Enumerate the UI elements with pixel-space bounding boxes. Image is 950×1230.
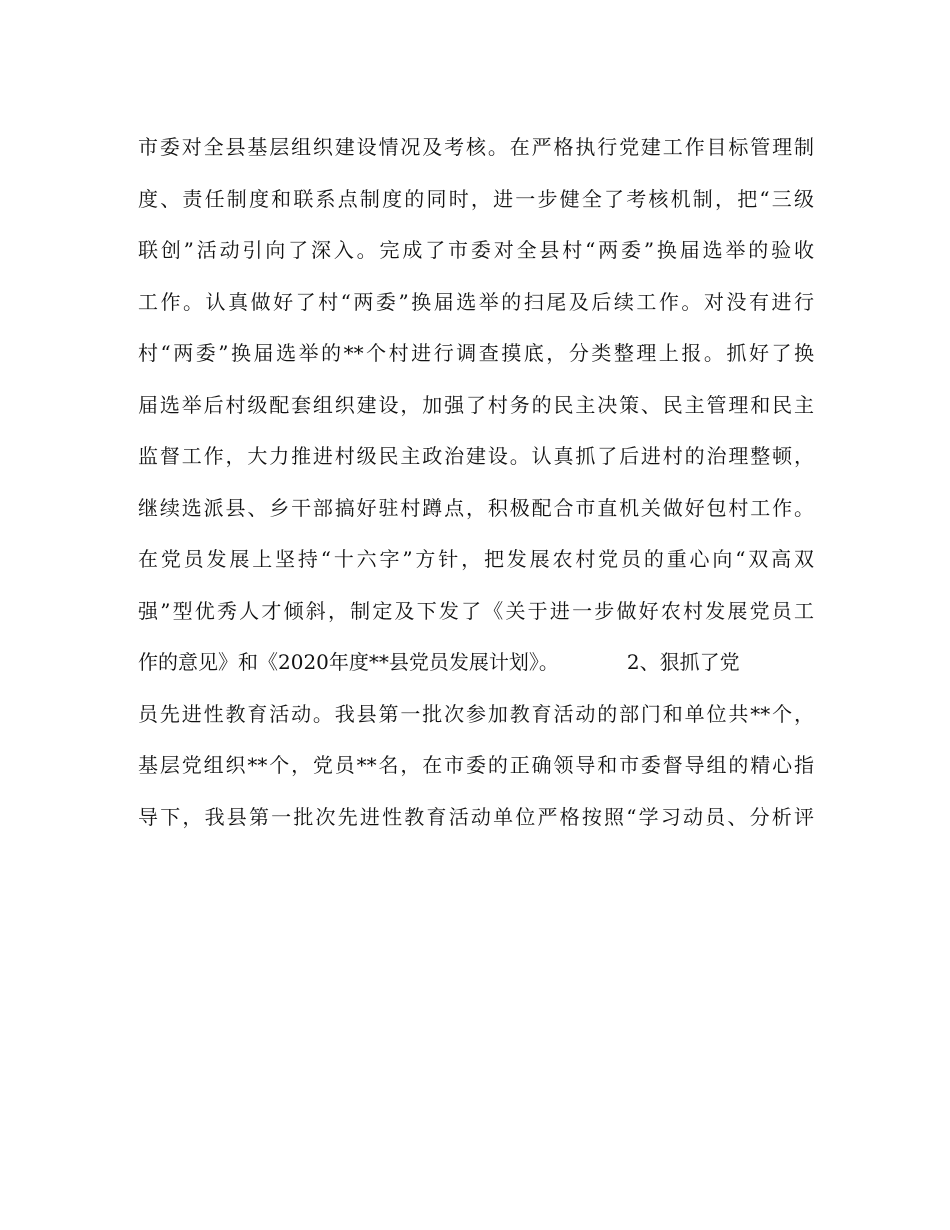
- text-line: 监督工作，大力推进村级民主政治建设。认真抓了后进村的治理整顿，: [138, 444, 814, 468]
- text-line: 工作。认真做好了村“两委”换届选举的扫尾及后续工作。对没有进行: [138, 289, 814, 314]
- body-text: [138, 122, 814, 843]
- text-line: 导下，我县第一批次先进性教育活动单位严格按照“学习动员、分析评: [138, 804, 814, 829]
- text-segment: 作的意见》和《2020年度**县党员发展计划》。: [138, 650, 559, 674]
- text-line: 村“两委”换届选举的**个村进行调查摸底，分类整理上报。抓好了换: [138, 341, 814, 365]
- text-line: 继续选派县、乡干部搞好驻村蹲点，积极配合市直机关做好包村工作。: [138, 495, 814, 520]
- text-line: 强”型优秀人才倾斜，制定及下发了《关于进一步做好农村发展党员工: [138, 598, 814, 623]
- text-line: 在党员发展上坚持“十六字”方针，把发展农村党员的重心向“双高双: [138, 547, 814, 571]
- text-line: 联创”活动引向了深入。完成了市委对全县村“两委”换届选举的验收: [138, 238, 814, 262]
- text-line: 届选举后村级配套组织建设，加强了村务的民主决策、民主管理和民主: [138, 392, 814, 417]
- section-heading: 2、狠抓了党: [626, 650, 740, 674]
- text-line: 员先进性教育活动。我县第一批次参加教育活动的部门和单位共**个，: [138, 701, 814, 726]
- text-line: 市委对全县基层组织建设情况及考核。在严格执行党建工作目标管理制: [138, 135, 814, 159]
- text-line: 度、责任制度和联系点制度的同时，进一步健全了考核机制，把“三级: [138, 186, 814, 211]
- text-line: 基层党组织**个，党员**名，在市委的正确领导和市委督导组的精心指: [138, 753, 814, 777]
- text-line: [138, 637, 814, 689]
